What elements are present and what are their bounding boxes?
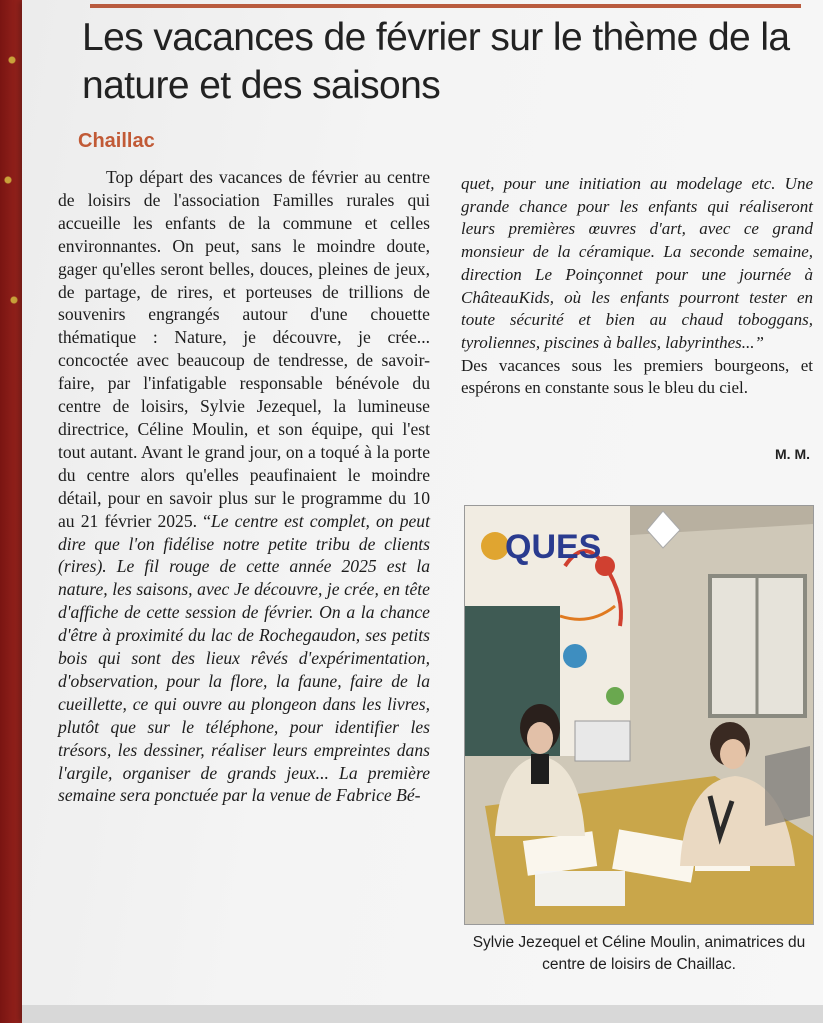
intro-text: Top départ des vacances de février au centre de loisirs de l'association Familles rurales qui accueille les enfants de la commune et celles environnantes. On peut, sans le moindre doute, gager qu'elles seront belles, douces, pleines de jeux, de partage, de rires, et porteuses de trillions de souvenirs engrangés autour d'une chouette thématique : Nature, je découvre, je crée... concoctée avec beaucoup de tendresse, de savoir-faire, par l'infatigable responsable bénévole du centre de loisirs, Sylvie Jezequel, la lumineuse directrice, Céline Moulin, et son équipe, qui l'est tout autant. Avant le grand jour, on a toqué à la porte du centre alors qu'elles peaufinaient le moindre détail, pour en savoir plus sur le programme du 10 au 21 février 2025. “ bbox=[58, 167, 430, 531]
photo-illustration bbox=[465, 506, 813, 924]
article-headline: Les vacances de février sur le thème de la nature et des saisons bbox=[82, 16, 790, 107]
article-left-column bbox=[58, 166, 430, 807]
top-rule bbox=[90, 4, 801, 8]
photo-caption: Sylvie Jezequel et Céline Moulin, animatrices du centre de loisirs de Chaillac. bbox=[472, 934, 806, 973]
closing-paragraph: Des vacances sous les premiers bourgeons, et espérons en constante sous le bleu du ciel. bbox=[461, 355, 813, 398]
page-bottom-edge bbox=[22, 1005, 823, 1023]
article-paragraph bbox=[58, 166, 430, 807]
wall-lettering: QUES bbox=[505, 528, 602, 566]
quote-continuation: quet, pour une initiation au modelage etc. Une grande chance pour les enfants qui réaliseront leurs premières œuvres d'art, avec ce grand monsieur de la céramique. La seconde semaine, direction Le Poinçonnet pour une journée à ChâteauKids, où les enfants pourront tester en toute sécurité et bien au chaud toboggans, tyroliennes, piscines à balles, labyrinthes...” bbox=[461, 174, 813, 352]
article-photo bbox=[464, 505, 814, 925]
quote-text: Le centre est complet, on peut dire que l'on fidélise notre petite tribu de clients (rires). Le fil rouge de cette année 2025 est la nature, les saisons, avec Je découvre, je crée, en tête d'affiche de cette session de février. On a la chance d'être à proximité du lac de Rochegaudon, ses petits bois qui sont des lieux rêvés d'expérimentation, d'observation, pour la flore, la faune, faire de la cueillette, ce qui ouvre au plongeon dans les livres, plutôt que sur le téléphone, pour identifier les trésors, les dessiner, réaliser leurs empreintes dans l'argile, organiser de grands jeux... La première semaine sera ponctuée par la venue de Fabrice Bé- bbox=[58, 510, 430, 806]
author-signature: M. M. bbox=[775, 446, 810, 462]
article-right-column bbox=[461, 173, 813, 400]
article-location: Chaillac bbox=[78, 130, 155, 152]
